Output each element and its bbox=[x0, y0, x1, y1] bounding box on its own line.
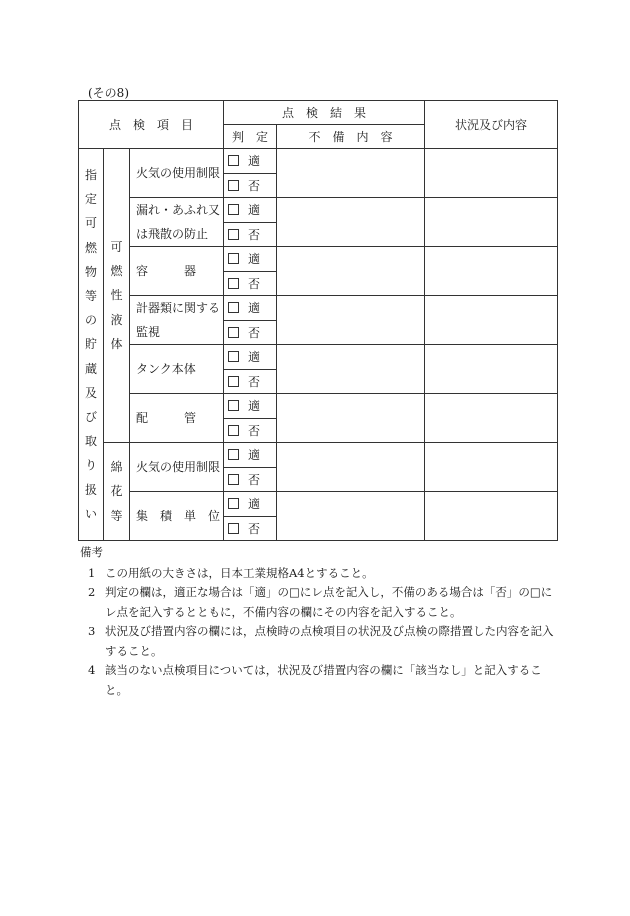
checkbox[interactable] bbox=[228, 523, 239, 534]
judgment-label: 否 bbox=[248, 374, 261, 389]
judgment-label: 否 bbox=[248, 276, 261, 291]
judgment-label: 否 bbox=[248, 472, 261, 487]
header-item: 点 検 項 目 bbox=[79, 101, 224, 149]
defect-input-cell[interactable] bbox=[277, 149, 425, 198]
judgment-cell bbox=[224, 369, 277, 394]
defect-input-cell[interactable] bbox=[277, 492, 425, 541]
group-cell: 可 燃 性 液 体 bbox=[104, 149, 130, 443]
judgment-cell bbox=[224, 345, 277, 370]
judgment-cell bbox=[224, 198, 277, 223]
judgment-cell bbox=[224, 394, 277, 419]
table-row bbox=[79, 443, 558, 468]
judgment-label: 否 bbox=[248, 521, 261, 536]
checkbox[interactable] bbox=[228, 376, 239, 387]
notes-title: 備考 bbox=[80, 545, 103, 559]
defect-input-cell[interactable] bbox=[277, 296, 425, 345]
judgment-label: 適 bbox=[248, 154, 261, 169]
header-defect: 不 備 内 容 bbox=[277, 125, 425, 149]
judgment-cell bbox=[224, 173, 277, 198]
judgment-cell bbox=[224, 516, 277, 541]
checkbox[interactable] bbox=[228, 253, 239, 264]
judgment-cell bbox=[224, 247, 277, 272]
item-cell: 計器類に関する監視 bbox=[130, 296, 224, 345]
checkbox[interactable] bbox=[228, 425, 239, 436]
form-caption: (その8) bbox=[88, 86, 129, 100]
header-result: 点 検 結 果 bbox=[224, 101, 425, 125]
inspection-table bbox=[78, 100, 558, 541]
item-cell: 火気の使用制限 bbox=[130, 443, 224, 492]
table-row bbox=[79, 296, 558, 321]
judgment-label: 適 bbox=[248, 399, 261, 414]
judgment-cell bbox=[224, 492, 277, 517]
defect-input-cell[interactable] bbox=[277, 247, 425, 296]
group-cell: 綿 花 等 bbox=[104, 443, 130, 541]
judgment-label: 否 bbox=[248, 178, 261, 193]
judgment-label: 適 bbox=[248, 497, 261, 512]
checkbox[interactable] bbox=[228, 498, 239, 509]
table-row bbox=[79, 149, 558, 174]
table-row bbox=[79, 394, 558, 419]
judgment-cell bbox=[224, 467, 277, 492]
table-row bbox=[79, 247, 558, 272]
checkbox[interactable] bbox=[228, 351, 239, 362]
status-input-cell[interactable] bbox=[425, 296, 558, 345]
category-cell: 指 定 可 燃 物 等 の 貯 蔵 及 び 取 り 扱 い bbox=[79, 149, 104, 541]
table-row bbox=[79, 345, 558, 370]
note-item: 1 この用紙の大きさは，日本工業規格A4とすること。 bbox=[88, 565, 374, 580]
item-cell: 集 積 単 位 bbox=[130, 492, 224, 541]
judgment-cell bbox=[224, 418, 277, 443]
header-judgment: 判 定 bbox=[224, 125, 277, 149]
status-input-cell[interactable] bbox=[425, 443, 558, 492]
item-cell: 配 管 bbox=[130, 394, 224, 443]
judgment-label: 適 bbox=[248, 252, 261, 267]
judgment-label: 否 bbox=[248, 325, 261, 340]
status-input-cell[interactable] bbox=[425, 394, 558, 443]
checkbox[interactable] bbox=[228, 302, 239, 313]
checkbox[interactable] bbox=[228, 155, 239, 166]
defect-input-cell[interactable] bbox=[277, 443, 425, 492]
judgment-label: 否 bbox=[248, 423, 261, 438]
judgment-cell bbox=[224, 296, 277, 321]
checkbox[interactable] bbox=[228, 229, 239, 240]
checkbox[interactable] bbox=[228, 278, 239, 289]
item-cell: タンク本体 bbox=[130, 345, 224, 394]
status-input-cell[interactable] bbox=[425, 198, 558, 247]
judgment-label: 適 bbox=[248, 350, 261, 365]
judgment-cell bbox=[224, 222, 277, 247]
table-row bbox=[79, 492, 558, 517]
item-cell: 容 器 bbox=[130, 247, 224, 296]
checkbox[interactable] bbox=[228, 204, 239, 215]
note-item: 2 判定の欄は，適正な場合は「適」の□にレ点を記入し，不備のある場合は「否」の□にレ点を記入するとともに，不備内容の欄にその内容を記入すること。 bbox=[88, 585, 553, 619]
judgment-label: 適 bbox=[248, 448, 261, 463]
judgment-cell bbox=[224, 149, 277, 174]
judgment-label: 適 bbox=[248, 203, 261, 218]
checkbox[interactable] bbox=[228, 400, 239, 411]
note-item: 3 状況及び措置内容の欄には，点検時の点検項目の状況及び点検の際措置した内容を記入すること。 bbox=[88, 624, 554, 658]
checkbox[interactable] bbox=[228, 474, 239, 485]
judgment-label: 否 bbox=[248, 227, 261, 242]
judgment-cell bbox=[224, 271, 277, 296]
checkbox[interactable] bbox=[228, 327, 239, 338]
status-input-cell[interactable] bbox=[425, 149, 558, 198]
judgment-label: 適 bbox=[248, 301, 261, 316]
defect-input-cell[interactable] bbox=[277, 198, 425, 247]
item-cell: 漏れ・あふれ又は飛散の防止 bbox=[130, 198, 224, 247]
notes-section bbox=[80, 543, 558, 700]
checkbox[interactable] bbox=[228, 449, 239, 460]
status-input-cell[interactable] bbox=[425, 247, 558, 296]
defect-input-cell[interactable] bbox=[277, 345, 425, 394]
status-input-cell[interactable] bbox=[425, 492, 558, 541]
defect-input-cell[interactable] bbox=[277, 394, 425, 443]
table-row bbox=[79, 198, 558, 223]
checkbox[interactable] bbox=[228, 180, 239, 191]
note-item: 4 該当のない点検項目については，状況及び措置内容の欄に「該当なし」と記入すること。 bbox=[88, 663, 542, 697]
status-input-cell[interactable] bbox=[425, 345, 558, 394]
judgment-cell bbox=[224, 443, 277, 468]
item-cell: 火気の使用制限 bbox=[130, 149, 224, 198]
judgment-cell bbox=[224, 320, 277, 345]
header-status: 状況及び内容 bbox=[425, 101, 558, 149]
